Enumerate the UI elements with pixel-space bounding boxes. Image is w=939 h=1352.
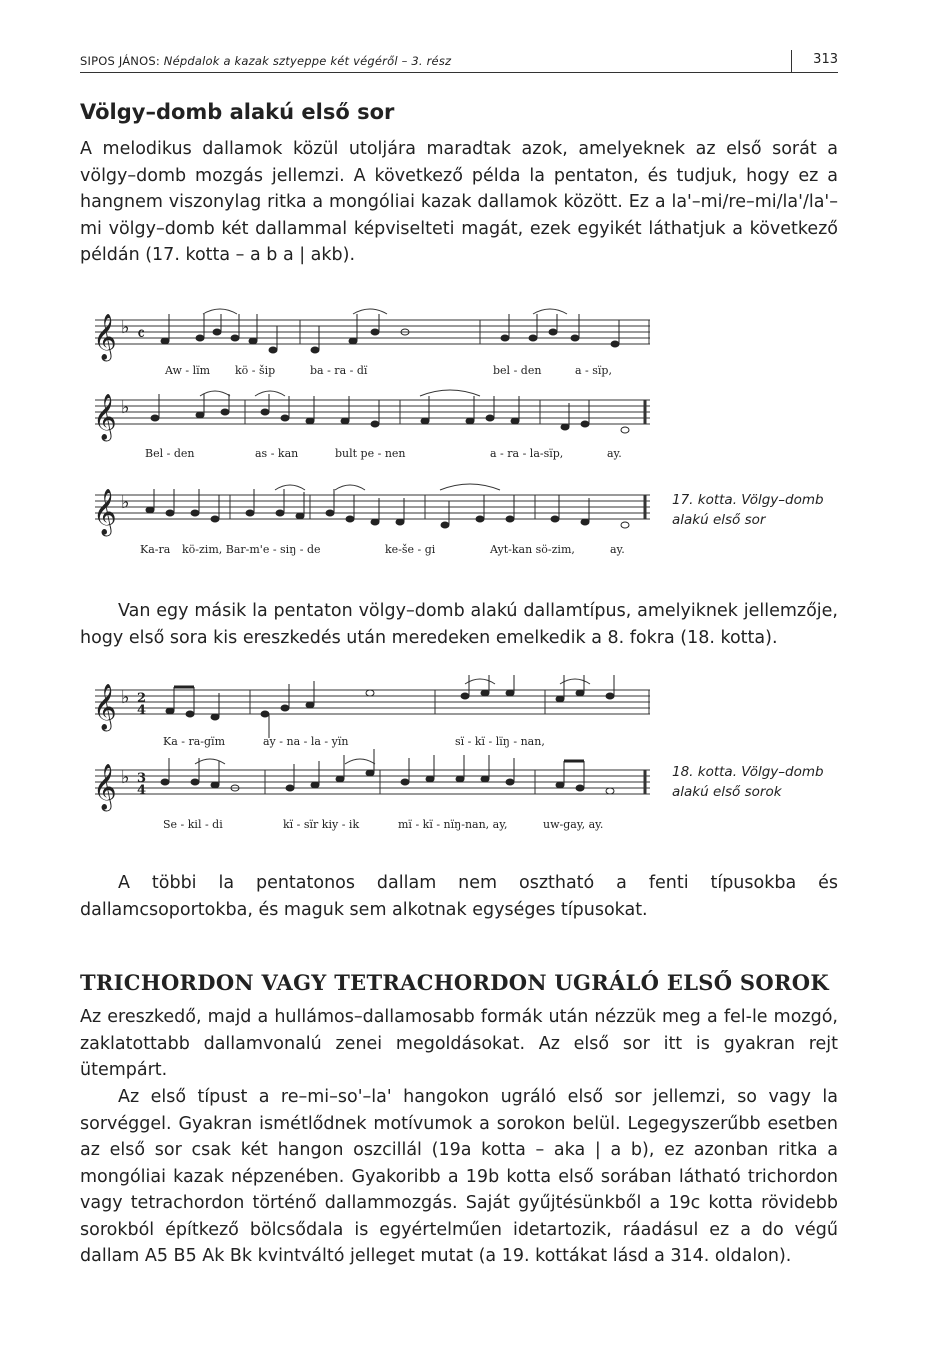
lyric: mï - kï - nïŋ-nan, ay, <box>398 818 508 831</box>
svg-text:𝄞: 𝄞 <box>93 489 117 535</box>
paragraph-5: Az első típust a re–mi–so'–la' hangokon ugráló első sor jellemzi, so vagy la sorvéggel. Gyakran ismétlődnek motívumok a sorokon belül. Legegyszerűbb esetben az első sor csak két hangon oszcillál (19a kotta – aka | a b), ez azonban ritka a mongóliai kazak népzenében. Gyakoribb a 19b kotta első sorában látható trichordon vagy tetrachordon történő dallammozgás. Saját gyűjtésünkből a 19c kotta rövidebb sorokból építkező bölcsődala is egyértelműen idetartozik, ráadásul ez a do végű dallam A5 B5 Ak Bk kvintváltó jelleget mutat (a 19. kottákat lásd a 314. oldalon). <box>80 1087 838 1266</box>
paragraph-4: Az ereszkedő, majd a hullámos–dallamosabb formák után nézzük meg a fel-le mozgó, zaklatottabb dallamvonalú zenei megoldásokat. Az első sor itt is gyakran rejt ütempárt. <box>80 1007 838 1080</box>
lyric: Se - kil - di <box>163 818 223 831</box>
svg-text:2: 2 <box>137 691 147 706</box>
lyric: ke-še - gi <box>385 543 436 556</box>
lyric: uw-gay, ay. <box>543 818 604 831</box>
header-title: Népdalok a kazak sztyeppe két végéről – 3. rész <box>163 54 452 68</box>
score-17 <box>85 300 655 570</box>
lyric: ay - na - la - yïn <box>263 735 349 748</box>
caption-18: 18. kotta. Völgy–domb alakú első sorok <box>672 764 824 800</box>
lyric: bel - den <box>493 364 542 377</box>
header-divider <box>791 50 792 72</box>
section-heading-2: TRICHORDON VAGY TETRACHORDON UGRÁLÓ ELSŐ SOROK <box>80 970 829 995</box>
lyric: ay. <box>607 447 622 460</box>
svg-text:𝄞: 𝄞 <box>93 314 117 360</box>
paragraph-3: A többi la pentatonos dallam nem osztható a fenti típusokba és dallamcsoportokba, és maguk sem alkotnak egységes típusokat. <box>80 873 838 920</box>
svg-text:4: 4 <box>137 783 147 798</box>
svg-text:♭: ♭ <box>121 317 130 338</box>
running-title <box>80 54 451 68</box>
lyric: Ayt-kan sö-zim, <box>490 543 575 556</box>
lyric: Ka-ra <box>140 543 171 556</box>
lyric: ay. <box>610 543 625 556</box>
running-header <box>80 50 838 73</box>
lyric: Bel - den <box>145 447 195 460</box>
lyric: kö - šip <box>235 364 276 377</box>
lyric: Aw - lïm <box>165 364 211 377</box>
lyric: as - kan <box>255 447 299 460</box>
caption-17: 17. kotta. Völgy–domb alakú első sor <box>672 492 824 528</box>
svg-text:♭: ♭ <box>121 687 130 708</box>
score-18-notation <box>85 665 655 840</box>
lyric: sï - kï - lïŋ - nan, <box>455 735 545 748</box>
svg-text:𝄞: 𝄞 <box>93 764 117 810</box>
svg-text:♭: ♭ <box>121 397 130 418</box>
svg-text:𝄴: 𝄴 <box>137 324 146 345</box>
paragraph-2: Van egy másik la pentaton völgy–domb alakú dallamtípus, amelyiknek jellemzője, hogy első sora kis ereszkedés után meredeken emelkedik a 8. fokra (18. kotta). <box>80 601 838 648</box>
lyric: bult pe - nen <box>335 447 406 460</box>
svg-text:𝄞: 𝄞 <box>93 394 117 440</box>
lyric: Ka - ra-gïm <box>163 735 226 748</box>
svg-text:3: 3 <box>137 771 147 786</box>
page-number: 313 <box>813 52 838 67</box>
lyric: a - ra - la-sïp, <box>490 447 564 460</box>
score-18 <box>85 665 655 840</box>
lyric: kö-zim, Bar-m'e - siŋ - de <box>182 543 321 556</box>
paragraph-1: A melodikus dallamok közül utoljára maradtak azok, amelyeknek az első sorát a völgy–domb mozgás jellemzi. A következő példa la pentaton, és tudjuk, hogy ez a hangnem viszonylag ritka a mongóliai kazak dallamok között. Ez a la'–mi/re–mi/la'/la'–mi völgy–domb két dallammal képviselteti magát, ezek egyikét láthatjuk a következő példán (17. kotta – a b a | akb). <box>80 139 838 265</box>
section-heading-1: Völgy–domb alakú első sor <box>80 100 395 124</box>
lyric: kï - sïr kiy - ik <box>283 818 360 831</box>
score-17-notation <box>85 300 655 570</box>
svg-text:𝄞: 𝄞 <box>93 684 117 730</box>
svg-text:♭: ♭ <box>121 492 130 513</box>
lyric: ba - ra - dï <box>310 364 368 377</box>
header-author: SIPOS JÁNOS: <box>80 54 160 68</box>
svg-text:♭: ♭ <box>121 767 130 788</box>
lyric: a - sïp, <box>575 364 612 377</box>
svg-text:4: 4 <box>137 703 147 718</box>
